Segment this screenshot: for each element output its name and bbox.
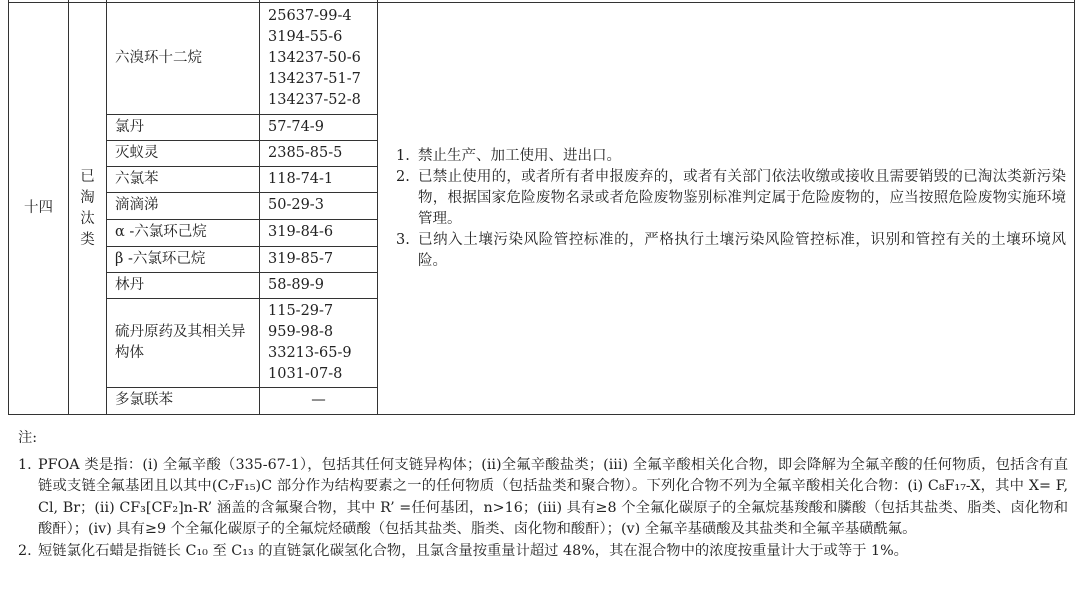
cas-numbers: [260, 387, 378, 414]
cas-numbers: [260, 272, 378, 298]
cas-number: 118-74-1: [268, 171, 334, 188]
cas-number: 57-74-9: [268, 118, 324, 135]
cas-numbers: [260, 141, 378, 167]
note-item: [18, 455, 1068, 541]
substance-name: 六溴环十二烷: [107, 3, 260, 115]
cas-number: 134237-52-8: [268, 91, 361, 108]
requirement-text: 已纳入土壤污染风险管控标准的，严格执行土壤污染风险管控标准，识别和管控有关的土壤环境风险。: [418, 231, 1066, 269]
requirement-number: 3.: [396, 231, 410, 248]
cas-numbers: [260, 114, 378, 140]
requirement-text: 已禁止使用的，或者所有者申报废弃的，或者有关部门依法收缴或接收且需要销毁的已淘汰类新污染物，根据国家危险废物名录或者危险废物鉴别标准判定属于危险废物的，应当按照危险废物实施环境管理。: [418, 168, 1066, 227]
cas-numbers: [260, 219, 378, 246]
pollutant-table: [8, 0, 1075, 415]
cas-number: 959-98-8: [268, 323, 334, 340]
cas-number: 50-29-3: [268, 197, 324, 214]
cas-number: 134237-51-7: [268, 70, 361, 87]
category-char: 汰: [80, 210, 95, 227]
category-char: 淘: [80, 189, 95, 206]
management-requirements: [378, 3, 1075, 415]
cas-numbers: [260, 167, 378, 193]
cas-number: 1031-07-8: [268, 365, 343, 382]
substance-name: 灭蚁灵: [107, 141, 260, 167]
substance-name: 林丹: [107, 272, 260, 298]
note-text: PFOA 类是指：(i) 全氟辛酸（335-67-1），包括其任何支链异构体；(ii)全氟辛酸盐类；(iii) 全氟辛酸相关化合物，即会降解为全氟辛酸的任何物质，包括含有直链或支链全氟基团且以其中(C₇F₁₅)C 部分作为结构要素之一的任何物质（包括盐类和聚合物）。下列化合物不列为全氟辛酸相关化合物：(i) C₈F₁₇-X，其中 X= F, Cl, Br；(ii) CF₃[CF₂]n-R’ 涵盖的含氟聚合物，其中 R’ =任何基团，n>16；(iii) 具有≥8 个全氟化碳原子的全氟烷基羧酸和膦酸（包括其盐类、脂类、卤化物和酸酐）；(iv) 具有≥9 个全氟化碳原子的全氟烷烃磺酸（包括其盐类、脂类、卤化物和酸酐）；(v) 全氟辛基磺酸及其盐类和全氟辛基磺酰氟。: [38, 456, 1068, 537]
note-number: 1.: [18, 456, 32, 473]
notes-section: [18, 428, 1068, 562]
substance-name: α -六氯环己烷: [107, 219, 260, 246]
category-index: 十四: [9, 3, 69, 415]
cas-number: 319-85-7: [268, 250, 334, 267]
cas-number: 2385-85-5: [268, 145, 343, 162]
note-number: 2.: [18, 542, 32, 559]
cas-number: —: [311, 392, 326, 409]
requirement-number: 1.: [396, 147, 410, 164]
requirement-item: [396, 146, 1066, 167]
note-text: 短链氯化石蜡是指链长 C₁₀ 至 C₁₃ 的直链氯化碳氢化合物，且氯含量按重量计超过 48%，其在混合物中的浓度按重量计大于或等于 1%。: [38, 542, 908, 559]
category-name: [69, 3, 107, 415]
substance-name: β -六氯环己烷: [107, 246, 260, 272]
cas-number: 3194-55-6: [268, 28, 343, 45]
cas-number: 115-29-7: [268, 302, 334, 319]
cas-numbers: [260, 193, 378, 219]
cas-number: 134237-50-6: [268, 49, 361, 66]
cas-numbers: [260, 246, 378, 272]
cas-numbers: [260, 299, 378, 388]
notes-heading: 注:: [18, 430, 38, 446]
category-char: 类: [80, 231, 95, 248]
substance-name: 多氯联苯: [107, 387, 260, 414]
substance-name: 氯丹: [107, 114, 260, 140]
cas-numbers: [260, 3, 378, 115]
substance-name: 滴滴涕: [107, 193, 260, 219]
requirement-item: [396, 167, 1066, 230]
note-item: [18, 541, 1068, 563]
cas-number: 25637-99-4: [268, 7, 352, 24]
substance-name: 硫丹原药及其相关异构体: [107, 299, 260, 388]
table-row: [9, 3, 1075, 115]
category-char: 已: [80, 168, 95, 185]
requirement-number: 2.: [396, 168, 410, 185]
cas-number: 319-84-6: [268, 224, 334, 241]
requirement-text: 禁止生产、加工使用、进出口。: [418, 147, 621, 164]
substance-name: 六氯苯: [107, 167, 260, 193]
cas-number: 33213-65-9: [268, 344, 352, 361]
cas-number: 58-89-9: [268, 277, 324, 294]
requirement-item: [396, 230, 1066, 272]
